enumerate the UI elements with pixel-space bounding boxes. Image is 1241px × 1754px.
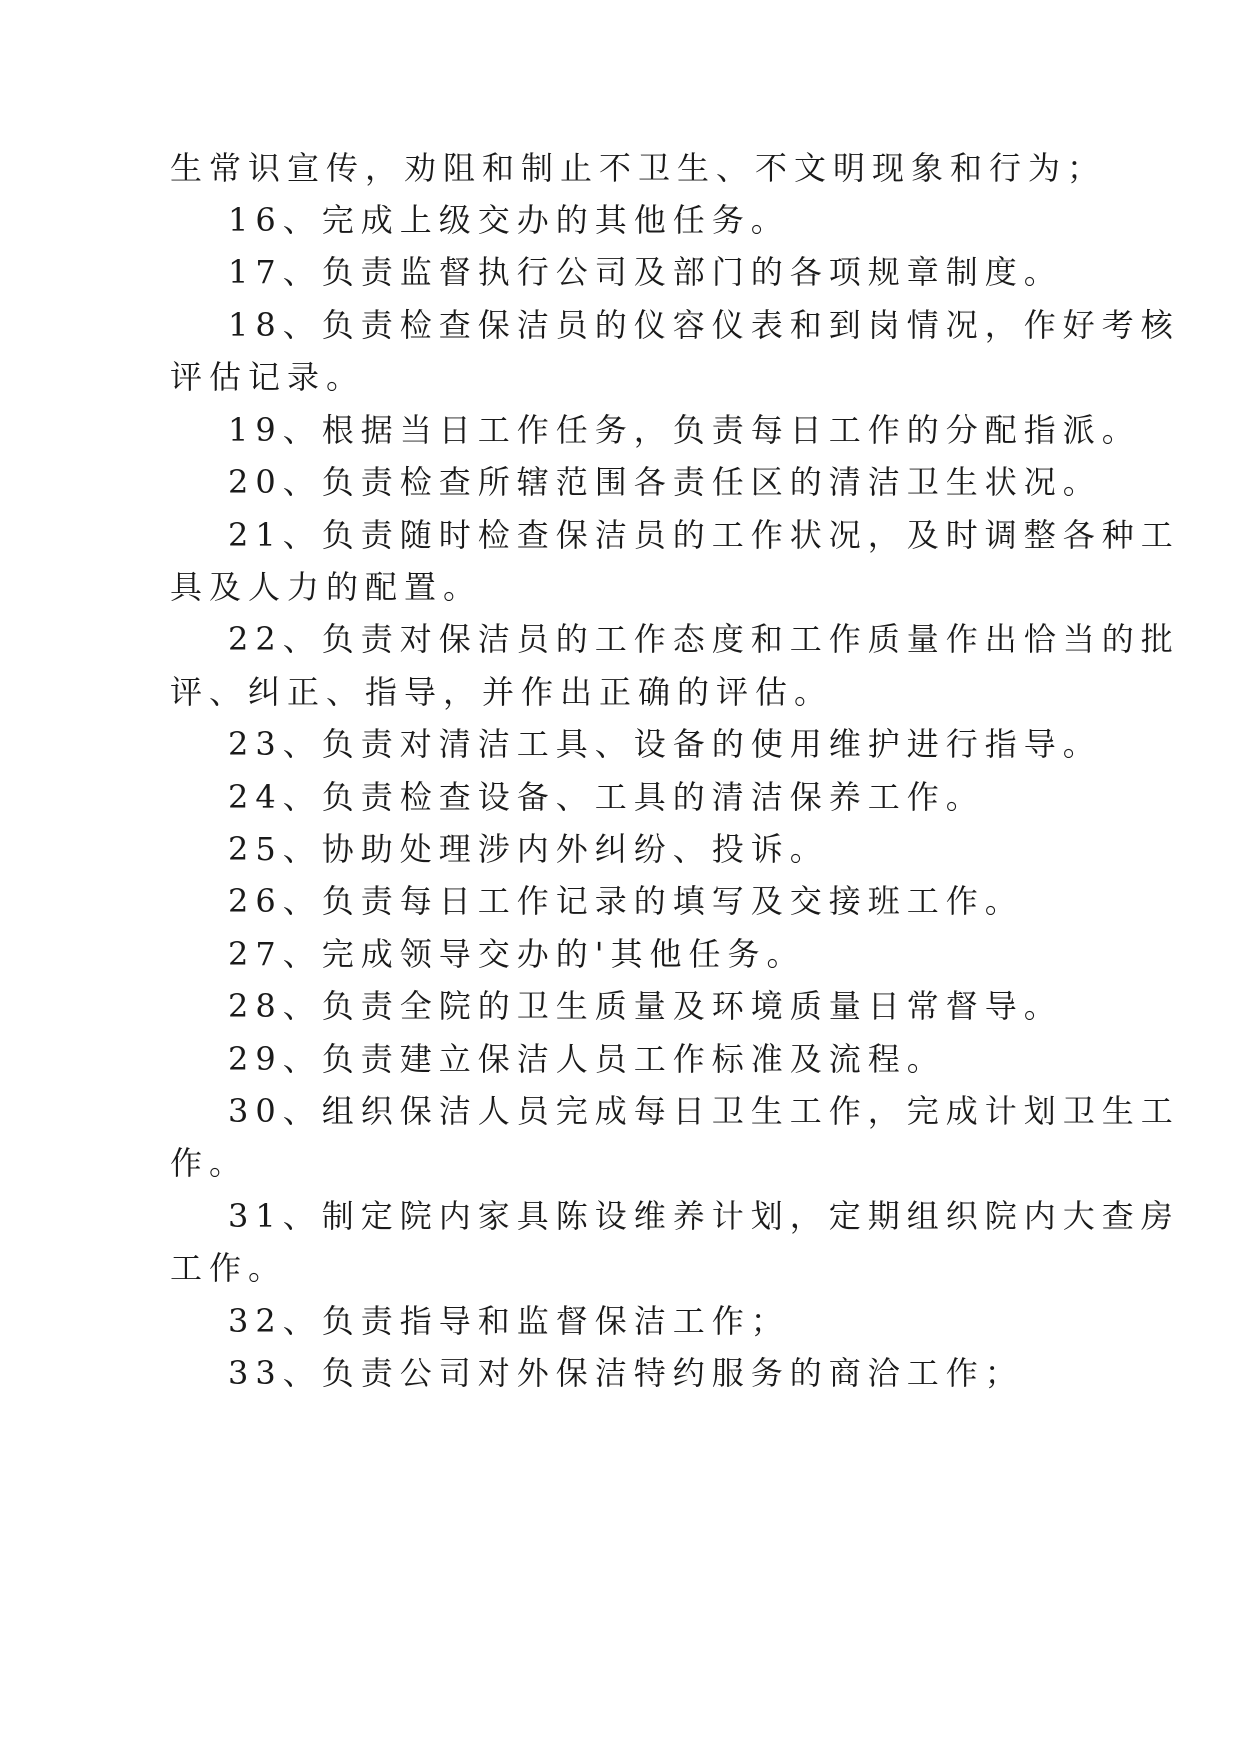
text-line: 19、根据当日工作任务，负责每日工作的分配指派。: [228, 411, 1141, 449]
text-line: 27、完成领导交办的'其他任务。: [228, 935, 806, 973]
text-line: 33、负责公司对外保洁特约服务的商洽工作；: [228, 1354, 1024, 1392]
text-line: 工作。: [170, 1249, 288, 1287]
text-line: 26、负责每日工作记录的填写及交接班工作。: [228, 882, 1024, 920]
text-line: 作。: [170, 1144, 249, 1182]
text-line: 17、负责监督执行公司及部门的各项规章制度。: [228, 253, 1063, 291]
text-line: 30、组织保洁人员完成每日卫生工作，完成计划卫生工: [228, 1092, 1180, 1130]
text-line: 20、负责检查所辖范围各责任区的清洁卫生状况。: [228, 463, 1102, 501]
text-line: 28、负责全院的卫生质量及环境质量日常督导。: [228, 987, 1063, 1025]
text-line: 评估记录。: [170, 358, 366, 396]
text-line: 21、负责随时检查保洁员的工作状况，及时调整各种工: [228, 516, 1180, 554]
text-line: 29、负责建立保洁人员工作标准及流程。: [228, 1040, 946, 1078]
text-line: 18、负责检查保洁员的仪容仪表和到岗情况，作好考核: [228, 306, 1180, 344]
text-line: 25、协助处理涉内外纠纷、投诉。: [228, 830, 829, 868]
text-line: 24、负责检查设备、工具的清洁保养工作。: [228, 778, 985, 816]
text-line: 16、完成上级交办的其他任务。: [228, 201, 790, 239]
text-line: 生常识宣传，劝阻和制止不卫生、不文明现象和行为；: [170, 149, 1107, 187]
text-line: 32、负责指导和监督保洁工作；: [228, 1302, 790, 1340]
text-line: 31、制定院内家具陈设维养计划，定期组织院内大查房: [228, 1197, 1180, 1235]
text-line: 评、纠正、指导，并作出正确的评估。: [170, 673, 834, 711]
text-line: 具及人力的配置。: [170, 568, 483, 606]
text-line: 22、负责对保洁员的工作态度和工作质量作出恰当的批: [228, 620, 1180, 658]
text-line: 23、负责对清洁工具、设备的使用维护进行指导。: [228, 725, 1102, 763]
